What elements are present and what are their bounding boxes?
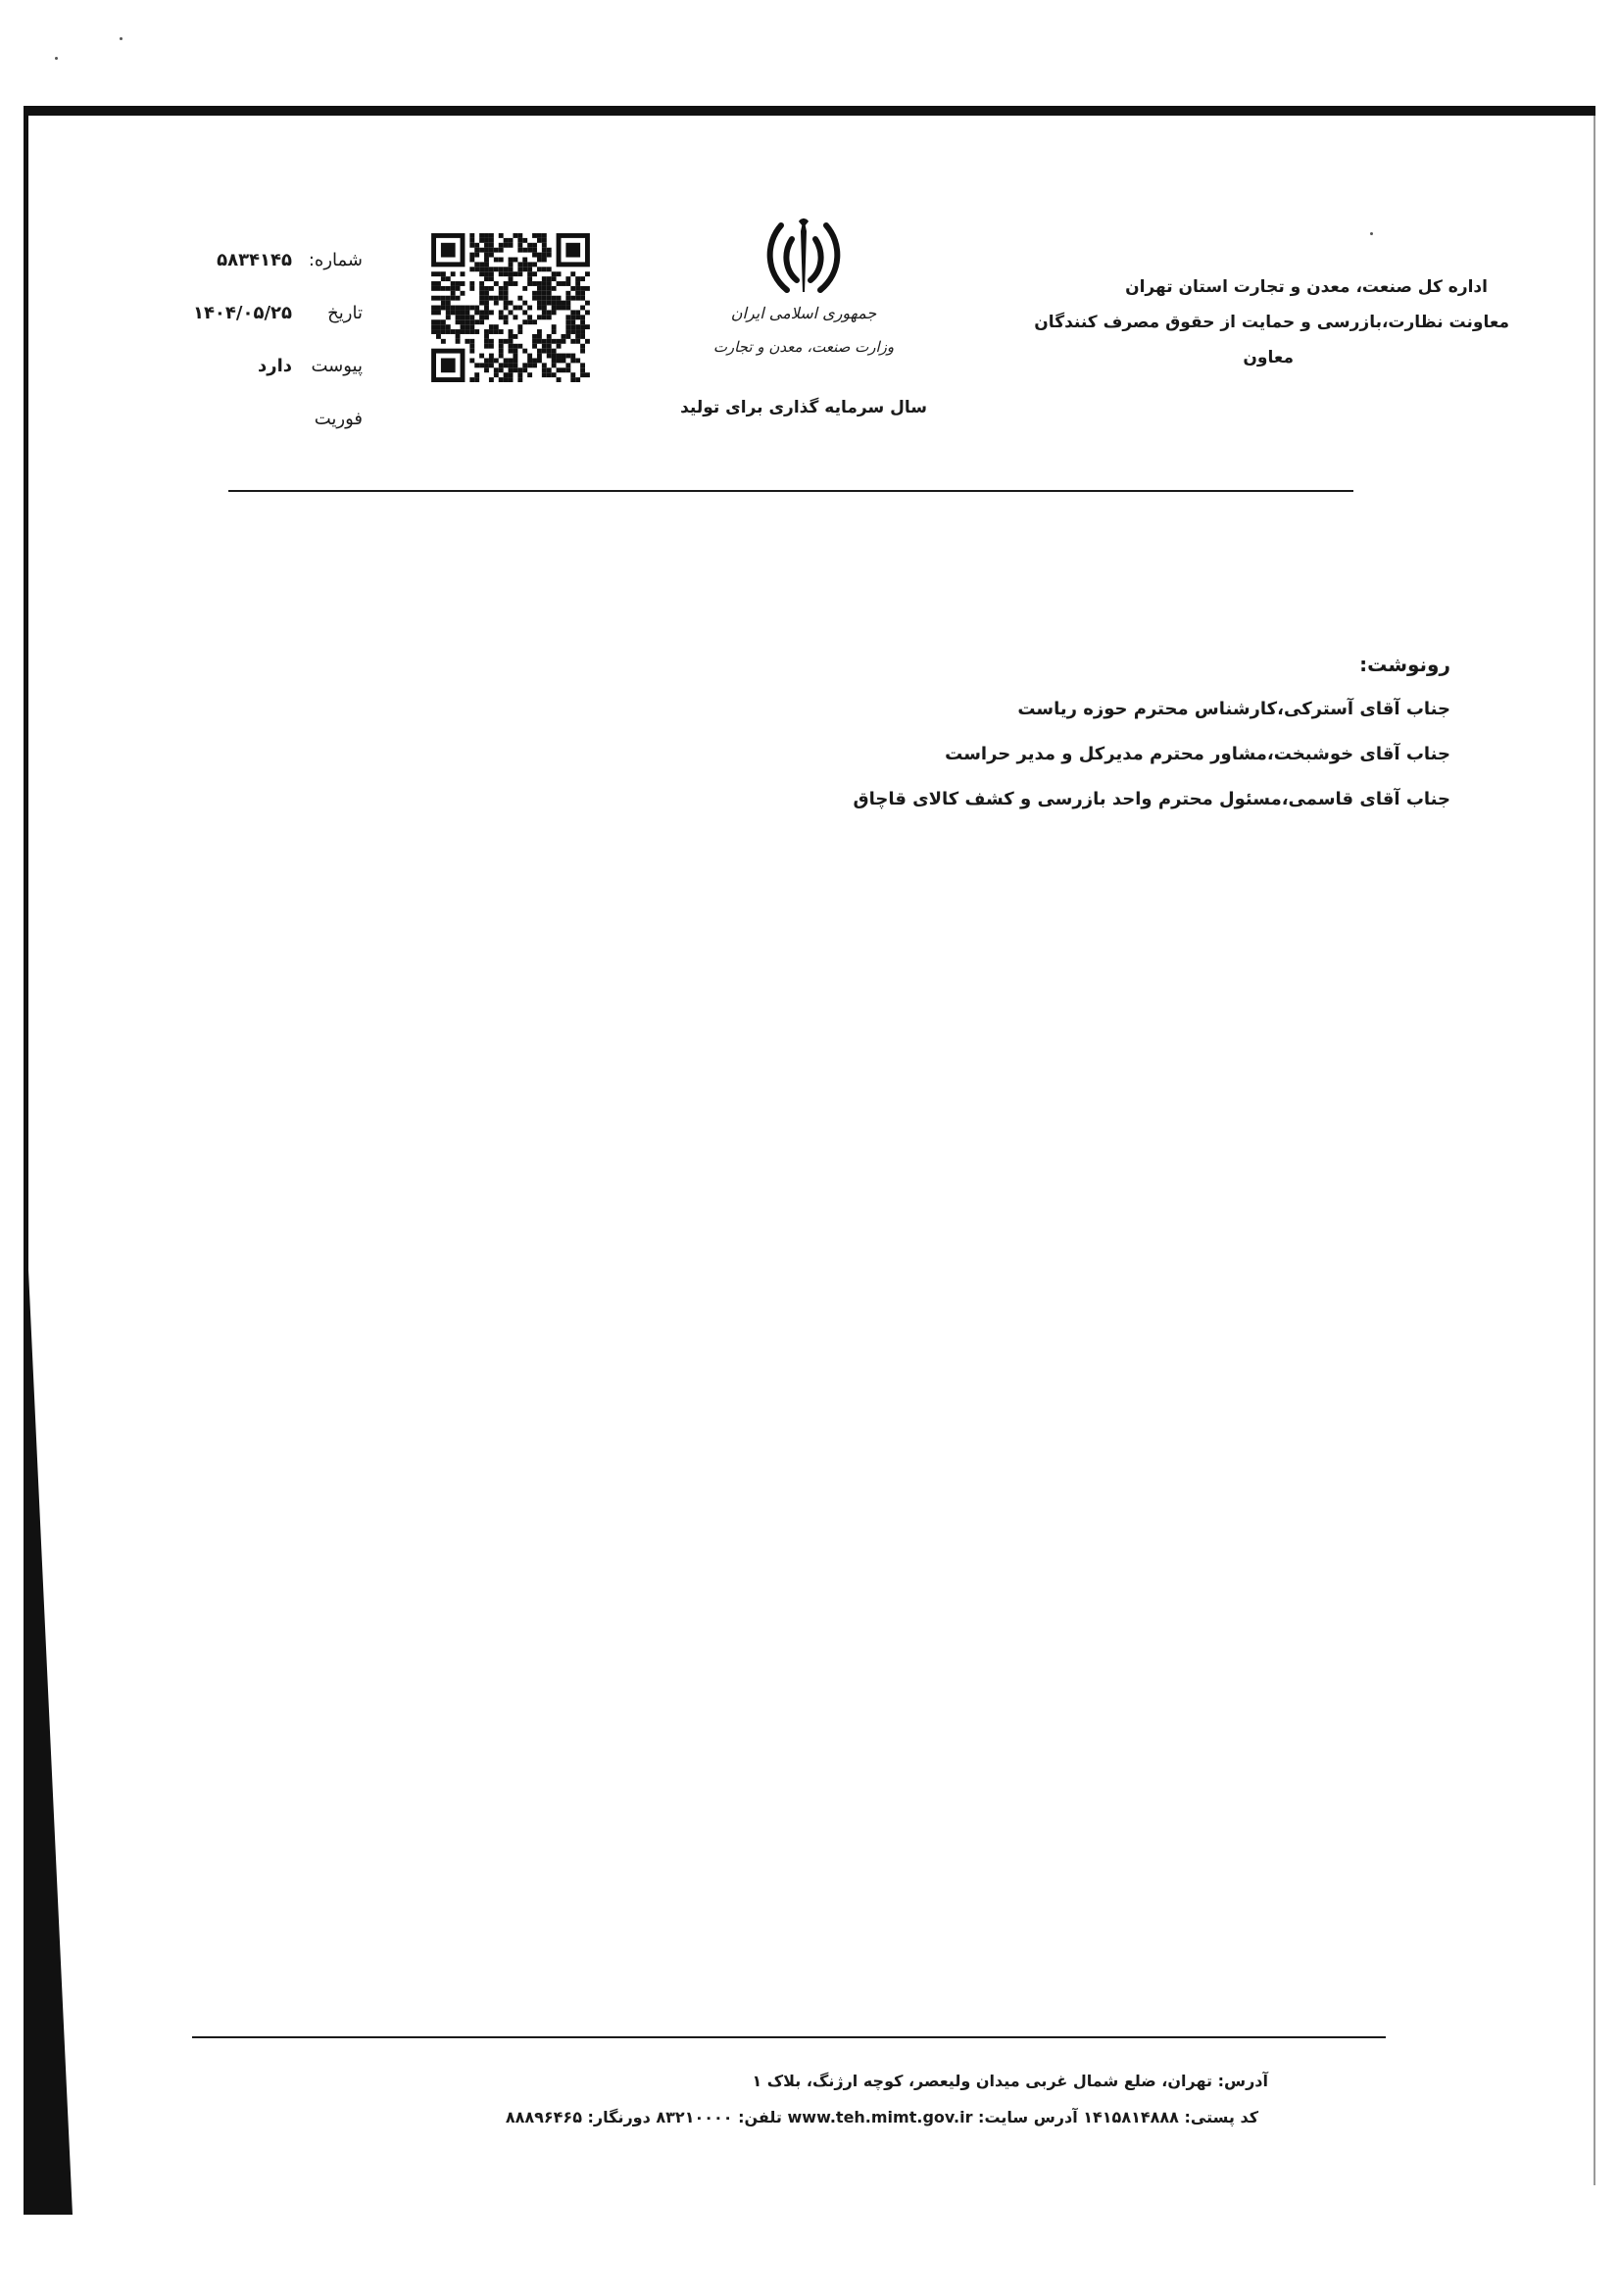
- qr-code-icon: [431, 233, 590, 382]
- header-divider: [228, 490, 1353, 492]
- footer: [196, 2063, 1392, 2135]
- scan-top-edge: [24, 106, 1595, 116]
- footer-divider: [192, 2036, 1386, 2038]
- government-emblem-block: [666, 206, 941, 431]
- number-label: شماره:: [308, 250, 363, 270]
- attachment-value: دارد: [257, 356, 292, 376]
- meta-urgency-row: [147, 409, 363, 438]
- cc-line: جناب آقای قاسمی،مسئول محترم واحد بازرسی و کشف کالای قاچاق: [853, 789, 1450, 809]
- cc-title: رونوشت:: [1359, 653, 1450, 676]
- org-line-3: معاون: [1243, 348, 1294, 367]
- cc-line: جناب آقای خوشبخت،مشاور محترم مدیرکل و مدیر حراست: [945, 744, 1450, 764]
- attachment-label: پیوست: [311, 356, 363, 376]
- scan-speck: [120, 37, 123, 40]
- org-line-2: معاونت نظارت،بازرسی و حمایت از حقوق مصرف کنندگان: [1034, 313, 1509, 332]
- meta-number-row: [147, 250, 363, 279]
- cc-block: [549, 642, 1450, 822]
- date-value: ۱۴۰۴/۰۵/۲۵: [192, 303, 292, 323]
- org-line-1: اداره کل صنعت، معدن و تجارت استان تهران: [1125, 277, 1488, 297]
- footer-address: آدرس: تهران، ضلع شمال غربی میدان ولیعصر، کوچه ارژنگ، بلاک ۱: [752, 2072, 1268, 2090]
- iran-emblem-icon: [760, 214, 848, 300]
- year-slogan: سال سرمایه گذاری برای تولید: [680, 398, 927, 417]
- ministry-name: وزارت صنعت، معدن و تجارت: [712, 338, 895, 356]
- footer-contact: کد پستی: ۱۴۱۵۸۱۴۸۸۸ آدرس سایت: www.teh.mimt.gov.ir تلفن: ۸۳۲۱۰۰۰۰ دورنگار: ۸۸۸۹۶۴۶۵: [505, 2108, 1258, 2126]
- scan-speck: [55, 57, 58, 60]
- scan-speck: [1370, 232, 1373, 235]
- scan-right-edge: [1594, 116, 1595, 2185]
- organization-header: [941, 269, 1509, 375]
- date-label: تاریخ: [327, 303, 363, 323]
- cc-line: جناب آقای آسترکی،کارشناس محترم حوزه ریاست: [1017, 699, 1450, 719]
- urgency-label: فوریت: [314, 409, 363, 429]
- republic-name: جمهوری اسلامی ایران: [730, 304, 877, 322]
- number-value: ۵۸۳۴۱۴۵: [217, 250, 292, 270]
- meta-attachment-row: [147, 356, 363, 385]
- meta-date-row: [147, 303, 363, 332]
